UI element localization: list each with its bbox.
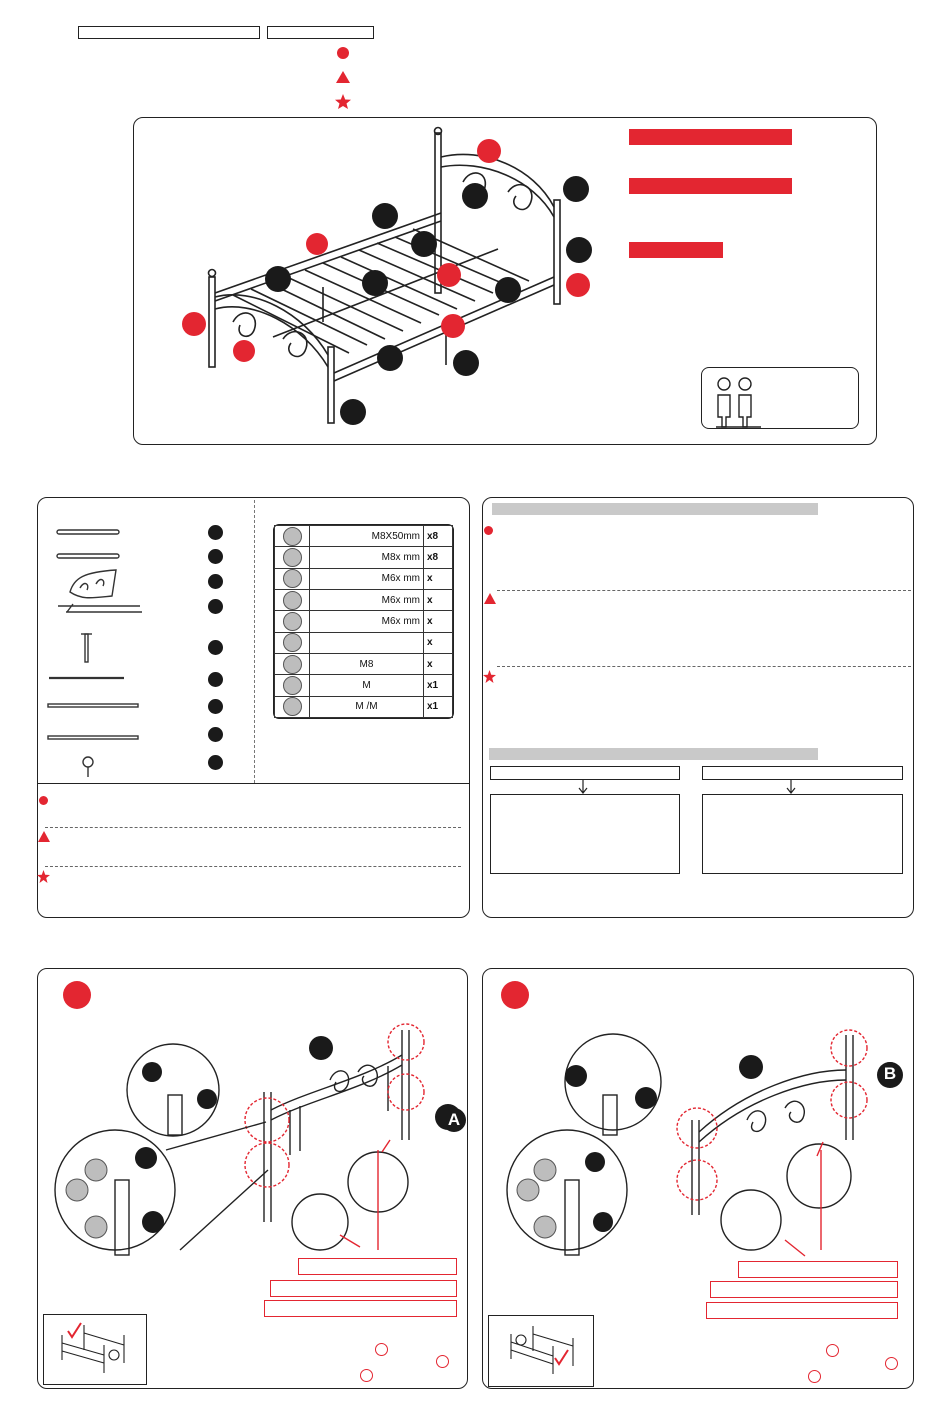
instruction-triangle-icon [484, 593, 496, 604]
header-title-box [78, 26, 260, 39]
part-marker-8 [208, 727, 223, 742]
step1-small-circle-3 [360, 1369, 373, 1382]
flow-box-right-title [702, 766, 903, 780]
parts-bottom-line [38, 783, 469, 784]
step2-note-box-1 [738, 1261, 898, 1278]
instruction-divider-2 [497, 666, 911, 667]
step1-note-box-1 [298, 1258, 457, 1275]
hardware-row: M6x mm x [275, 589, 453, 610]
warning-bar-3 [629, 242, 723, 258]
troubleshoot-heading-bar [489, 748, 818, 760]
instruction-divider-1 [497, 590, 911, 591]
step1-number-badge [63, 981, 91, 1009]
flow-arrow-left-icon [578, 780, 588, 795]
step1-note-box-3 [264, 1300, 457, 1317]
part-marker-2 [208, 549, 223, 564]
flow-box-left-title [490, 766, 680, 780]
step1-note-box-2 [270, 1280, 457, 1297]
warning-bar-2 [629, 178, 792, 194]
part-marker-6 [208, 672, 223, 687]
part-marker-1 [208, 525, 223, 540]
hardware-row: M8 x [275, 653, 453, 674]
step2-note-box-3 [706, 1302, 898, 1319]
flow-arrow-right-icon [786, 780, 796, 795]
hardware-row: M x1 [275, 675, 453, 696]
step2-small-circle-1 [826, 1344, 839, 1357]
step1-small-circle-1 [375, 1343, 388, 1356]
legend-circle-icon [337, 47, 349, 59]
instruction-star-icon [483, 670, 496, 683]
legend-triangle-icon [335, 70, 351, 84]
step2-small-circle-3 [808, 1370, 821, 1383]
bed-thumbnail-icon [489, 1316, 593, 1386]
header-model-box [267, 26, 374, 39]
step2-small-circle-2 [885, 1357, 898, 1370]
two-people-icon [712, 370, 772, 430]
hardware-row: M6x mm x [275, 568, 453, 589]
hardware-row: M8x mm x8 [275, 547, 453, 568]
step1-thumbnail [43, 1314, 147, 1385]
hardware-row: M8X50mm x8 [275, 526, 453, 547]
legend-star-icon [334, 93, 352, 110]
note-triangle-icon [38, 831, 50, 842]
bed-thumbnail-icon [44, 1315, 146, 1384]
step2-number-badge [501, 981, 529, 1009]
note-star-icon [37, 870, 50, 883]
hardware-table [273, 524, 454, 719]
hardware-row: x [275, 632, 453, 653]
step2-marker-b: B [878, 1062, 902, 1086]
step2-note-box-2 [710, 1281, 898, 1298]
hardware-row: M /M x1 [275, 696, 453, 717]
part-marker-7 [208, 699, 223, 714]
note-divider-2 [45, 866, 461, 867]
part-marker-9 [208, 755, 223, 770]
step1-small-circle-2 [436, 1355, 449, 1368]
part-marker-5 [208, 640, 223, 655]
instruction-circle-icon [484, 526, 493, 535]
hardware-row: M6x mm x [275, 611, 453, 632]
part-marker-4 [208, 599, 223, 614]
instructions-heading-bar [492, 503, 818, 515]
note-divider-1 [45, 827, 461, 828]
step1-marker-a: A [442, 1108, 466, 1132]
note-circle-icon [39, 796, 48, 805]
warning-bar-1 [629, 129, 792, 145]
parts-divider [254, 500, 255, 783]
step2-thumbnail [488, 1315, 594, 1387]
flow-box-right [702, 794, 903, 874]
flow-box-left [490, 794, 680, 874]
part-marker-3 [208, 574, 223, 589]
two-people-tool-box [701, 367, 859, 429]
